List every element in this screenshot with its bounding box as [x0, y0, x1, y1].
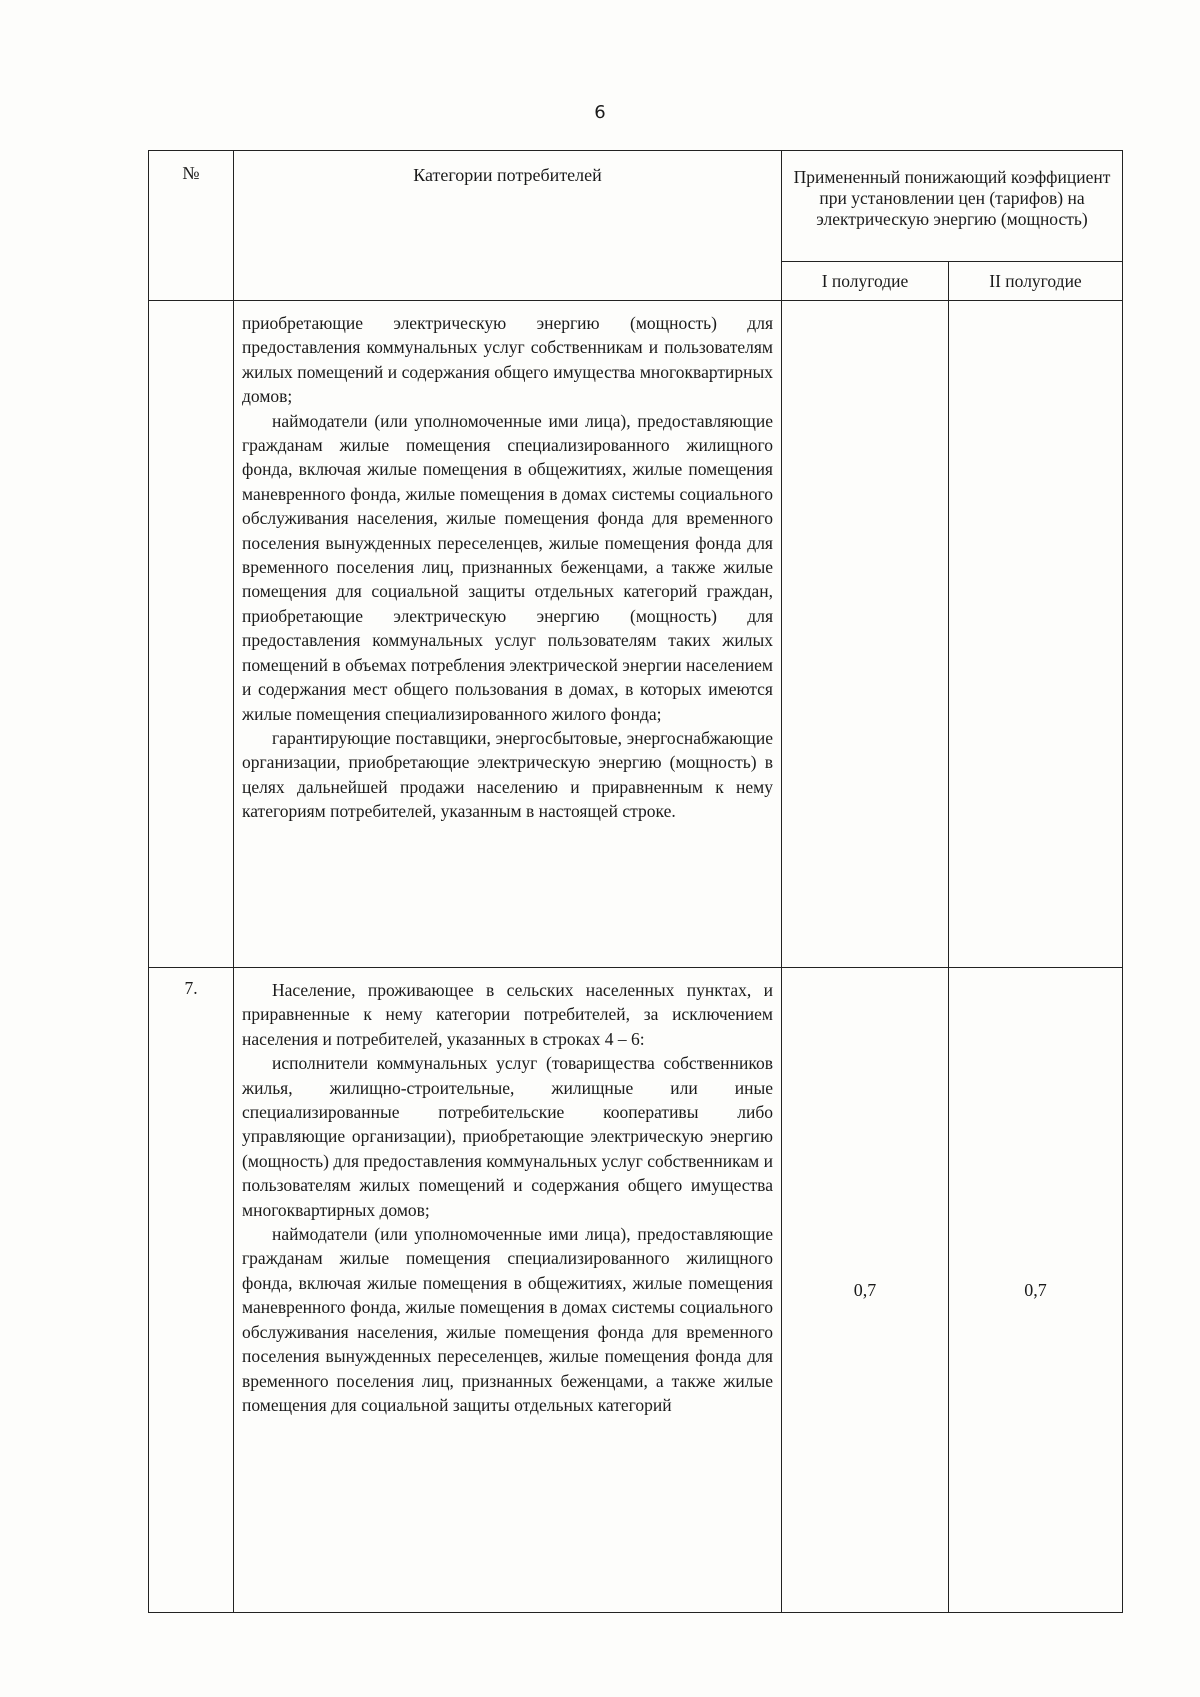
table-row — [149, 301, 1123, 968]
row-half2-value — [949, 301, 1123, 968]
category-paragraph: Население, проживающее в сельских населенных пунктах, и приравненные к нему категории потребителей, за исключением населения и потребителей, указанных в строках 4 – 6: — [242, 980, 773, 1049]
category-paragraph: наймодатели (или уполномоченные ими лица), предоставляющие гражданам жилые помещения специализированного жилищного фонда, включая жилые помещения в общежитиях, жилые помещения маневренного фонда, жилые помещения в домах системы социального обслуживания населения, жилые помещения фонда для временного поселения вынужденных переселенцев, жилые помещения фонда для временного поселения лиц, признанных беженцами, а также жилые помещения для социальной защиты отдельных категорий — [242, 1224, 773, 1415]
header-coefficient: Примененный понижающий коэффициент при установлении цен (тарифов) на электрическую энергию (мощность) — [782, 151, 1123, 262]
category-paragraph: наймодатели (или уполномоченные ими лица), предоставляющие гражданам жилые помещения специализированного жилищного фонда, включая жилые помещения в общежитиях, жилые помещения маневренного фонда, жилые помещения в домах системы социального обслуживания населения, жилые помещения фонда для временного поселения вынужденных переселенцев, жилые помещения фонда для временного поселения лиц, признанных беженцами, а также жилые помещения для социальной защиты отдельных категорий граждан, приобретающие электрическую энергию (мощность) для предоставления коммунальных услуг пользователям таких жилых помещений в объемах потребления электрической энергии населением и содержания мест общего пользования в домах, в которых имеются жилые помещения специализированного жилого фонда; — [242, 410, 773, 724]
header-number: № — [149, 151, 234, 301]
row-number: 7. — [149, 968, 234, 1613]
row-half1-value — [782, 301, 949, 968]
category-paragraph: приобретающие электрическую энергию (мощность) для предоставления коммунальных услуг собственникам и пользователям жилых помещений и содержания общего имущества многоквартирных домов; — [242, 313, 773, 407]
row-category — [234, 968, 782, 1613]
row-half1-value: 0,7 — [782, 968, 949, 1613]
tariff-coefficient-table — [148, 150, 1123, 1613]
row-half2-value: 0,7 — [949, 968, 1123, 1613]
row-category — [234, 301, 782, 968]
header-half2: II полугодие — [949, 262, 1123, 301]
table-header-row — [149, 151, 1123, 262]
page-number: 6 — [594, 102, 606, 123]
category-paragraph: исполнители коммунальных услуг (товарищества собственников жилья, жилищно-строительные, жилищные или иные специализированные потребительские кооперативы либо управляющие организации), приобретающие электрическую энергию (мощность) для предоставления коммунальных услуг собственникам и пользователям жилых помещений и содержания общего имущества многоквартирных домов; — [242, 1053, 773, 1220]
header-category: Категории потребителей — [234, 151, 782, 301]
header-half1: I полугодие — [782, 262, 949, 301]
table-row — [149, 968, 1123, 1613]
category-paragraph: гарантирующие поставщики, энергосбытовые, энергоснабжающие организации, приобретающие электрическую энергию (мощность) в целях дальнейшей продажи населению и приравненным к нему категориям потребителей, указанным в настоящей строке. — [242, 727, 773, 822]
row-number — [149, 301, 234, 968]
